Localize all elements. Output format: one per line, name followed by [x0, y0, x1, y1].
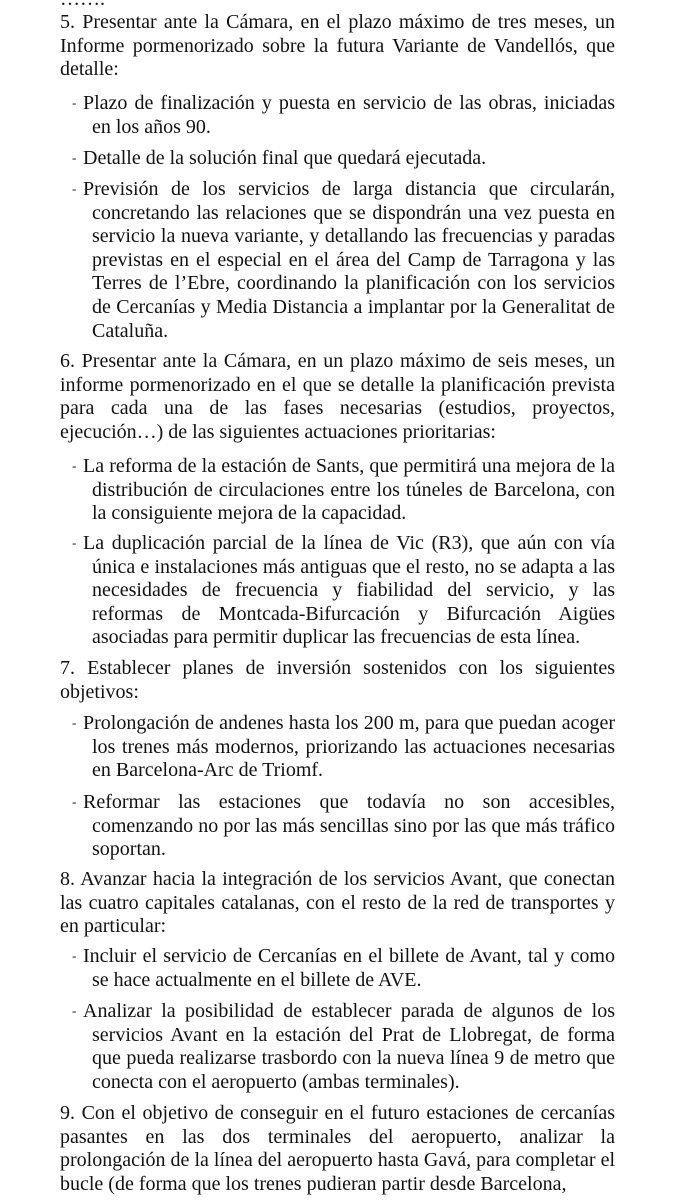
- bullet-text: Plazo de finalización y puesta en servicio de las obras, iniciadas en los años 90.: [83, 92, 615, 138]
- section-7-bullet-1: [72, 711, 615, 783]
- section-8-paragraph: 8. Avanzar hacia la integración de los servicios Avant, que conectan las cuatro capitales catalanas, con el resto de la red de transportes y en particular:: [60, 868, 615, 938]
- section-5-paragraph: 5. Presentar ante la Cámara, en el plazo máximo de tres meses, un Informe pormenorizado sobre la futura Variante de Vandellós, que detalle:: [60, 11, 615, 81]
- section-6-bullet-2: [72, 531, 615, 650]
- bullet-text: Analizar la posibilidad de establecer parada de algunos de los servicios Avant en la estación del Prat de Llobregat, de forma que pueda realizarse trasbordo con la nueva línea 9 de metro que conecta con el aeropuerto (ambas terminales).: [83, 1000, 615, 1093]
- section-7-bullet-2: [72, 790, 615, 862]
- bullet-dash: -: [72, 95, 77, 110]
- bullet-text: La duplicación parcial de la línea de Vic (R3), que aún con vía única e instalaciones más antiguas que el resto, no se adapta a las necesidades de frecuencia y fiabilidad del servicio, y las reformas de Montcada-Bifurcación y Bifurcación Aigües asociadas para permitir duplicar las frecuencias de esta línea.: [83, 532, 615, 649]
- section-6-paragraph: 6. Presentar ante la Cámara, en un plazo máximo de seis meses, un informe pormenorizado en el que se detalle la planificación prevista para cada una de las fases necesarias (estudios, proyectos, ejecución…) de las siguientes actuaciones prioritarias:: [60, 350, 615, 443]
- bullet-text: Incluir el servicio de Cercanías en el billete de Avant, tal y como se hace actualmente en el billete de AVE.: [83, 945, 615, 991]
- bullet-text: Prolongación de andenes hasta los 200 m, para que puedan acoger los trenes más modernos, priorizando las actuaciones necesarias en Barcelona-Arc de Triomf.: [83, 712, 615, 782]
- section-8-bullet-2: [72, 999, 615, 1094]
- bullet-dash: -: [72, 794, 77, 809]
- section-9-paragraph: 9. Con el objetivo de conseguir en el futuro estaciones de cercanías pasantes en las dos terminales del aeropuerto, analizar la prolongación de la línea del aeropuerto hasta Gavá, para completar el bucle (de forma que los trenes pudieran partir desde Barcelona,: [60, 1102, 615, 1195]
- bullet-dash: -: [72, 715, 77, 730]
- bullet-dash: -: [72, 150, 77, 165]
- section-6-bullet-1: [72, 454, 615, 526]
- section-5-bullet-2: [72, 146, 615, 171]
- bullet-dash: -: [72, 181, 77, 196]
- bullet-text: Previsión de los servicios de larga distancia que circularán, concretando las relaciones que se dispondrán una vez puesta en servicio la nueva variante, y detallando las frecuencias y paradas previstas en el especial en el área del Camp de Tarragona y las Terres de l’Ebre, coordinando la planificación con los servicios de Cercanías y Media Distancia a implantar por la Generalitat de Cataluña.: [83, 178, 615, 342]
- bullet-dash: -: [72, 535, 77, 550]
- section-8-bullet-1: [72, 944, 615, 992]
- cut-off-text-line: [60, 0, 105, 11]
- section-5-bullet-1: [72, 91, 615, 139]
- bullet-dash: -: [72, 948, 77, 963]
- bullet-dash: -: [72, 458, 77, 473]
- section-5-bullet-3: [72, 177, 615, 343]
- section-7-paragraph: 7. Establecer planes de inversión sostenidos con los siguientes objetivos:: [60, 657, 615, 703]
- bullet-text: Detalle de la solución final que quedará ejecutada.: [83, 147, 487, 169]
- bullet-dash: -: [72, 1003, 77, 1018]
- bullet-text: Reformar las estaciones que todavía no son accesibles, comenzando no por las más sencillas sino por las que más tráfico soportan.: [83, 791, 615, 861]
- bullet-text: La reforma de la estación de Sants, que permitirá una mejora de la distribución de circulaciones entre los túneles de Barcelona, con la consiguiente mejora de la capacidad.: [83, 455, 615, 525]
